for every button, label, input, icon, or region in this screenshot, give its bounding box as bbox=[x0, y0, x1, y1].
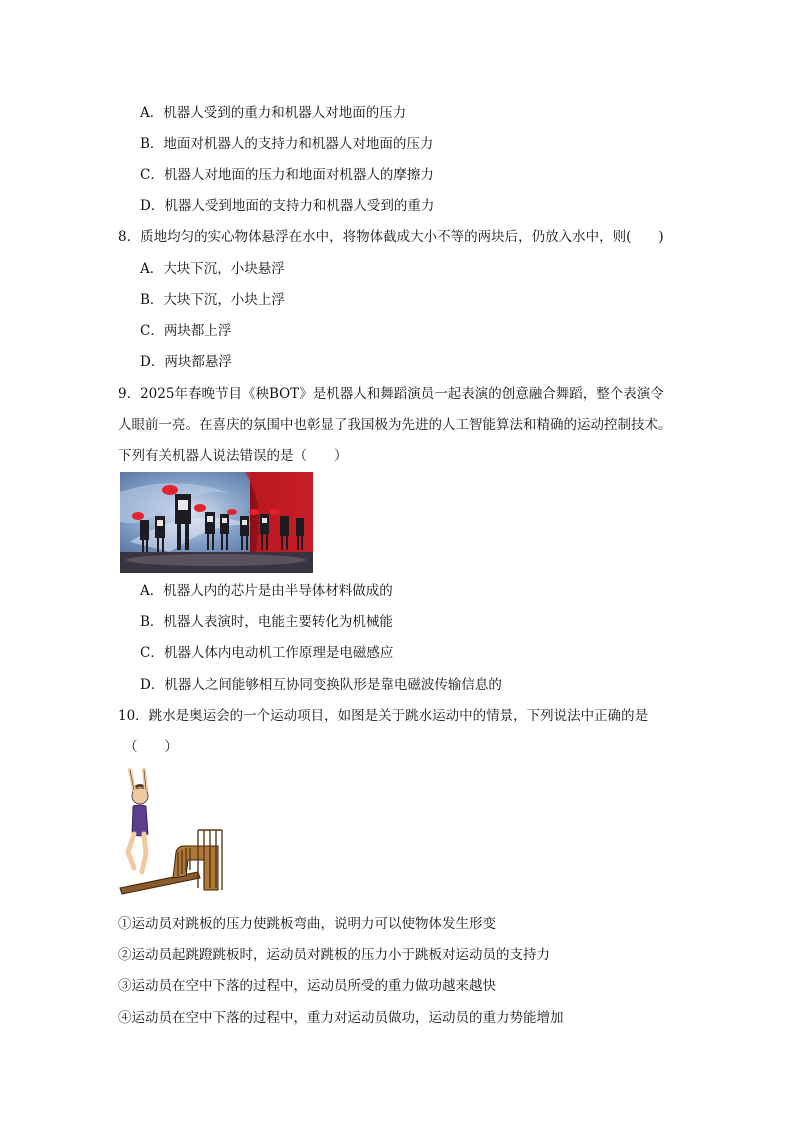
q9-stem-line-3: 下列有关机器人说法错误的是（ ） bbox=[118, 448, 348, 464]
robot-dance-photo bbox=[120, 472, 313, 573]
q10-statement-3: ③运动员在空中下落的过程中，运动员所受的重力做功越来越快 bbox=[118, 978, 496, 994]
q7-option-c: C．机器人对地面的压力和地面对机器人的摩擦力 bbox=[140, 167, 434, 183]
q8-option-d: D．两块都悬浮 bbox=[140, 354, 232, 370]
q8-stem: 8．质地均匀的实心物体悬浮在水中，将物体截成大小不等的两块后，仍放入水中，则( ) bbox=[118, 229, 664, 245]
q8-option-c: C．两块都上浮 bbox=[140, 323, 232, 339]
q8-option-a: A．大块下沉，小块悬浮 bbox=[140, 261, 285, 277]
q10-statement-2: ②运动员起跳蹬跳板时，运动员对跳板的压力小于跳板对运动员的支持力 bbox=[118, 947, 550, 963]
q9-option-b: B．机器人表演时，电能主要转化为机械能 bbox=[140, 614, 393, 630]
q7-option-a: A．机器人受到的重力和机器人对地面的压力 bbox=[140, 105, 407, 121]
q10-stem-line-1: 10．跳水是奥运会的一个运动项目，如图是关于跳水运动中的情景，下列说法中正确的是 bbox=[118, 708, 649, 724]
q9-stem-line-2: 人眼前一亮。在喜庆的氛围中也彰显了我国极为先进的人工智能算法和精确的运动控制技术。 bbox=[118, 417, 672, 433]
q10-statement-4: ④运动员在空中下落的过程中，重力对运动员做功，运动员的重力势能增加 bbox=[118, 1010, 564, 1026]
q10-stem-line-2: （ ） bbox=[124, 739, 178, 755]
q7-option-d: D．机器人受到地面的支持力和机器人受到的重力 bbox=[140, 198, 435, 214]
q10-statement-1: ①运动员对跳板的压力使跳板弯曲，说明力可以使物体发生形变 bbox=[118, 916, 496, 932]
q9-option-c: C．机器人体内电动机工作原理是电磁感应 bbox=[140, 645, 394, 661]
q7-option-b: B．地面对机器人的支持力和机器人对地面的压力 bbox=[140, 136, 434, 152]
q9-option-d: D．机器人之间能够相互协同变换队形是靠电磁波传输信息的 bbox=[140, 677, 502, 693]
q9-option-a: A．机器人内的芯片是由半导体材料做成的 bbox=[140, 583, 393, 599]
q8-option-b: B．大块下沉，小块上浮 bbox=[140, 292, 285, 308]
diver-illustration bbox=[118, 768, 226, 898]
q9-stem-line-1: 9．2025年春晚节目《秧BOT》是机器人和舞蹈演员一起表演的创意融合舞蹈，整个表演令 bbox=[118, 386, 664, 402]
